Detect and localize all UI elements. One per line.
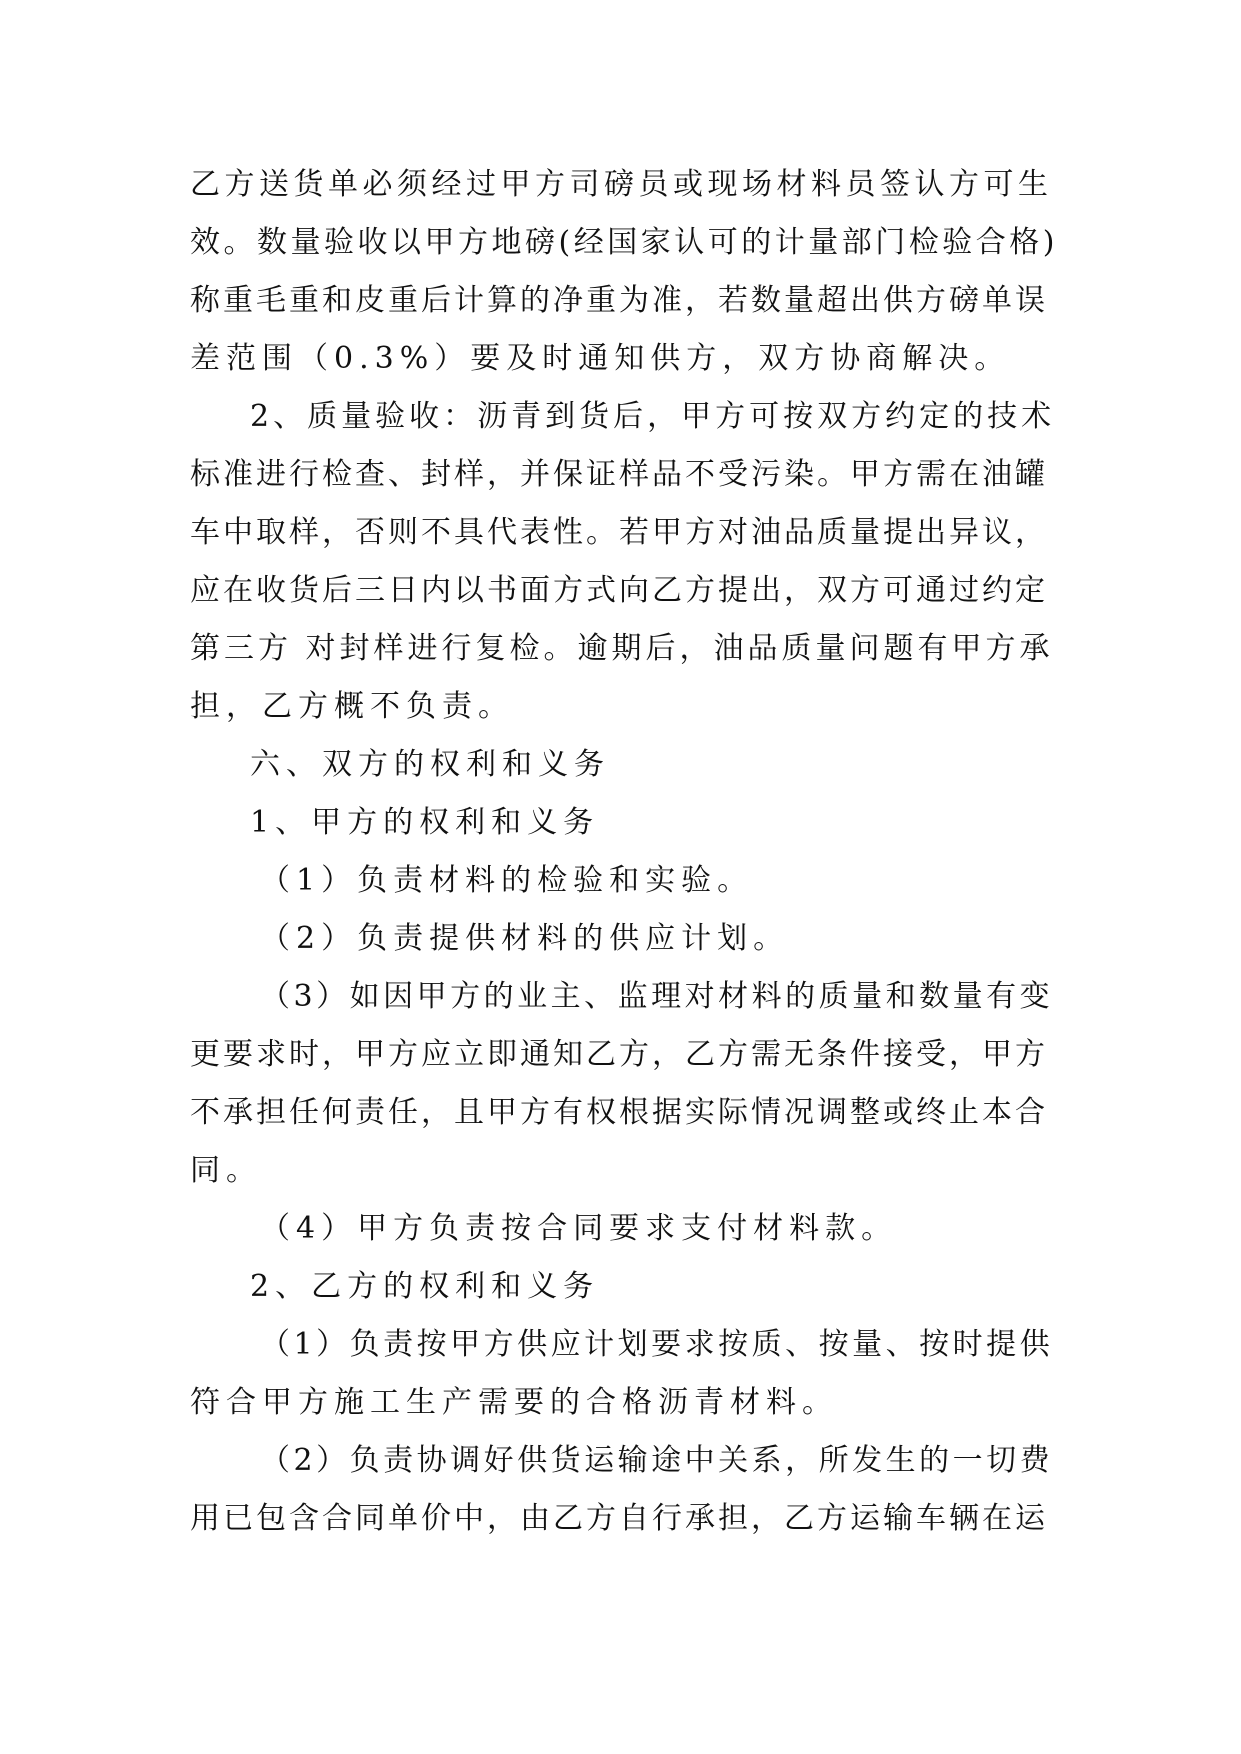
text-line: 同。 (190, 1153, 262, 1188)
text-line: 差范围（0.3%）要及时通知供方，双方协商解决。 (190, 341, 1011, 376)
subheading-party-b (190, 1258, 1060, 1316)
text-line: 六、双方的权利和义务 (250, 747, 610, 782)
subheading-party-a (190, 794, 1060, 852)
text-line: 标准进行检查、封样，并保证样品不受污染。甲方需在油罐 (190, 457, 1048, 492)
list-item-b1 (190, 1316, 1060, 1432)
document-body (190, 156, 1060, 1548)
text-line: 效。数量验收以甲方地磅(经国家认可的计量部门检验合格) (190, 225, 1058, 260)
list-item-a1 (190, 852, 1060, 910)
section-heading-rights-obligations (190, 736, 1060, 794)
paragraph-acceptance-quantity (190, 156, 1060, 388)
text-line: 称重毛重和皮重后计算的净重为准，若数量超出供方磅单误 (190, 283, 1048, 318)
text-line: 担，乙方概不负责。 (190, 689, 514, 724)
text-line: （3）如因甲方的业主、监理对材料的质量和数量有变 (260, 979, 1054, 1014)
list-item-b2 (190, 1432, 1060, 1548)
text-line: 第三方 对封样进行复检。逾期后，油品质量问题有甲方承 (190, 631, 1054, 666)
list-item-a3 (190, 968, 1060, 1200)
text-line: （2）负责协调好供货运输途中关系，所发生的一切费 (260, 1443, 1054, 1478)
text-line: 车中取样，否则不具代表性。若甲方对油品质量提出异议， (190, 515, 1048, 550)
text-line: （4）甲方负责按合同要求支付材料款。 (260, 1211, 898, 1246)
text-line: 1、甲方的权利和义务 (250, 805, 600, 840)
text-line: 更要求时，甲方应立即通知乙方，乙方需无条件接受，甲方 (190, 1037, 1048, 1072)
list-item-a4 (190, 1200, 1060, 1258)
text-line: 符合甲方施工生产需要的合格沥青材料。 (190, 1385, 838, 1420)
text-line: 乙方送货单必须经过甲方司磅员或现场材料员签认方可生 (190, 167, 1053, 202)
text-line: （1）负责材料的检验和实验。 (260, 863, 754, 898)
text-line: 用已包含合同单价中，由乙方自行承担，乙方运输车辆在运 (190, 1501, 1048, 1536)
text-line: （2）负责提供材料的供应计划。 (260, 921, 790, 956)
text-line: 应在收货后三日内以书面方式向乙方提出，双方可通过约定 (190, 573, 1048, 608)
text-line: （1）负责按甲方供应计划要求按质、按量、按时提供 (260, 1327, 1054, 1362)
text-line: 2、质量验收：沥青到货后，甲方可按双方约定的技术 (250, 399, 1056, 434)
list-item-a2 (190, 910, 1060, 968)
text-line: 不承担任何责任，且甲方有权根据实际情况调整或终止本合 (190, 1095, 1048, 1130)
text-line: 2、乙方的权利和义务 (250, 1269, 600, 1304)
paragraph-quality-acceptance (190, 388, 1060, 736)
